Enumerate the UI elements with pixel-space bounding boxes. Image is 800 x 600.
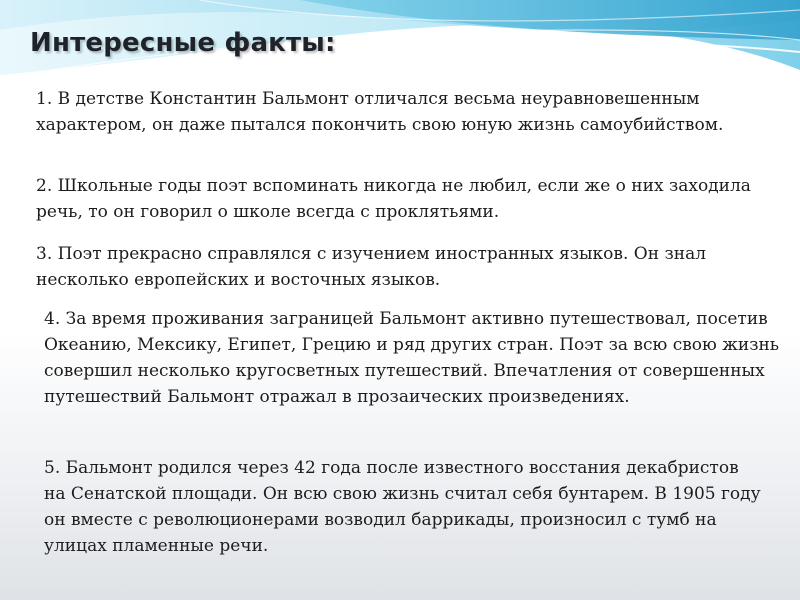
fact-1: 1. В детстве Константин Бальмонт отличался весьма неуравновешенным характером, он даже пытался покончить свою юную жизнь самоубийством. — [36, 89, 724, 135]
fact-3: 3. Поэт прекрасно справлялся с изучением иностранных языков. Он знал несколько европейских и восточных языков. — [36, 244, 707, 290]
slide-title: Интересные факты: — [30, 28, 336, 58]
fact-4: 4. За время проживания заграницей Бальмонт активно путешествовал, посетив Океанию, Мексику, Египет, Грецию и ряд других стран. Поэт за всю свою жизнь совершил несколько кругосветных путешествий. Впечатления от совершенных путешествий Бальмонт отражал в прозаических произведениях. — [44, 309, 780, 407]
fact-5: 5. Бальмонт родился через 42 года после известного восстания декабристов на Сенатской площади. Он всю свою жизнь считал себя бунтарем. В 1905 году он вместе с революционерами возводил баррикады, произносил с тумб на улицах пламенные речи. — [44, 458, 761, 556]
fact-2: 2. Школьные годы поэт вспоминать никогда не любил, если же о них заходила речь, то он говорил о школе всегда с проклятьями. — [36, 176, 751, 222]
